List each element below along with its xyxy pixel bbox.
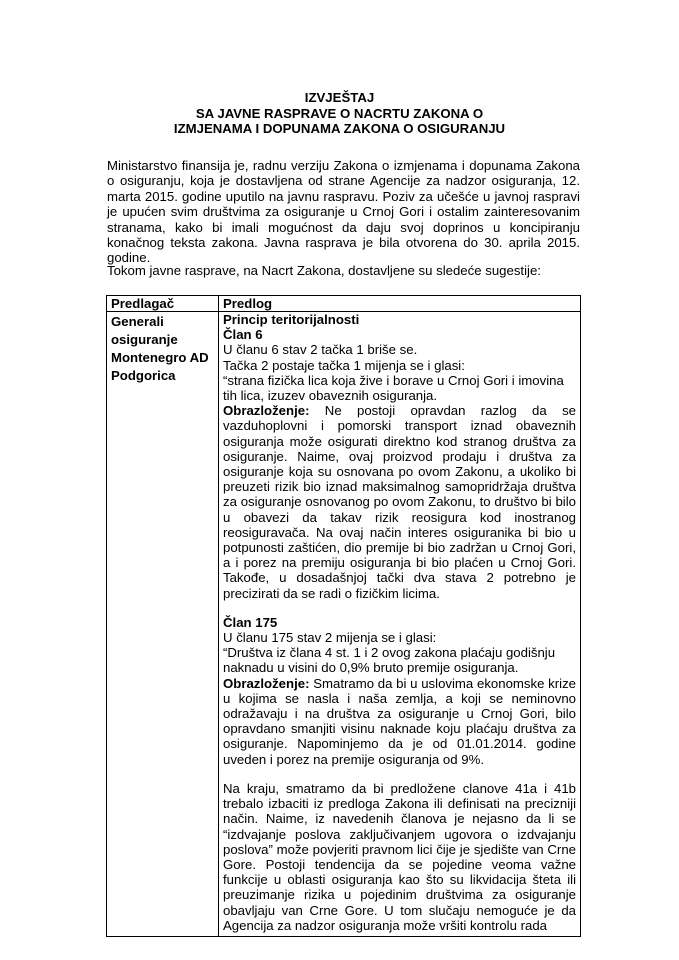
suggestions-table — [106, 295, 581, 937]
table-row — [107, 312, 581, 937]
clan175-justification — [223, 676, 576, 767]
header-proposal: Predlog — [219, 296, 581, 312]
title-line-3: IZMJENAMA I DOPUNAMA ZAKONA O OSIGURANJU — [173, 121, 506, 136]
proposal-cell — [219, 312, 581, 937]
clan175-heading: Član 175 — [223, 614, 278, 630]
clan175-line1: U članu 175 stav 2 mijenja se i glasi: — [223, 630, 437, 646]
table-header-row — [107, 296, 581, 312]
title-line-2: SA JAVNE RASPRAVE O NACRTU ZAKONA O — [195, 105, 484, 121]
document-title — [0, 90, 679, 137]
clan175-quote: “Društva iz člana 4 st. 1 i 2 ovog zakona plaćaju godišnju naknadu u visini do 0,9% bruto premije osiguranja. — [223, 645, 556, 676]
clan6-line1: U članu 6 stav 2 tačka 1 briše se. — [223, 342, 418, 358]
intro-paragraph — [107, 158, 580, 266]
header-proposer: Predlagač — [107, 296, 219, 312]
proposer-cell: Generali osiguranje Montenegro AD Podgorica — [107, 312, 219, 937]
clan6-justification-text: Ne postoji opravdan razlog da se vazduhoplovni i pomorski transport iznad obaveznih osiguranja može osigurati direktno kod stranog društva za osiguranje. Naime, ovaj proizvod prodaju i društva za osiguranje koja su osnovana po ovom Zakonu, a ukoliko bi preuzeti rizik bio iznad maksimalnog samopridržaja društva za osiguranje osnovanog po ovom Zakonu, to društvo bi bilo u obavezi da takav rizik reosigura kod inostranog reosiguravača. Na ovaj način interes osiguranika bi bio u potpunosti zaštićen, dio premije bi bio zadržan u Crnoj Gori, a i porez na premiju osiguranja bi bio plaćen u Crnoj Gori. Takođe, u dosadašnjoj tački dva stava 2 potrebno je precizirati da se radi o fizičkim licima. — [223, 403, 576, 601]
justification-label: Obrazloženje: — [223, 403, 310, 419]
clan6-heading: Član 6 — [223, 327, 263, 343]
title-line-1: IZVJEŠTAJ — [304, 90, 375, 105]
final-paragraph: Na kraju, smatramo da bi predložene clanove 41a i 41b trebalo izbaciti iz predloga Zakona ili definisati na precizniji način. Naime, iz navedenih članova je nejasno da li se “izdvajanje poslova zaključivanjem ugovora o izdvajanju poslova” može povjeriti pravnom lici čije je sjedište van Crne Gore. Postoji tendencija da se pojedine veoma važne funkcije u oblasti osiguranja kao što su likvidacija šteta ili preuzimanje rizika u pojedinim društvima za osiguranje obavljaju van Crne Gore. U tom slučaju nemoguće je da Agencija za nadzor osiguranja može vršiti kontrolu rada — [223, 780, 576, 933]
principle-heading: Princip teritorijalnosti — [223, 312, 360, 327]
clan6-line2: Tačka 2 postaje tačka 1 mijenja se i glasi: — [223, 357, 465, 373]
clan6-quote: “strana fizička lica koja žive i borave u Crnoj Gori i imovina tih lica, izuzev obaveznih osiguranja. — [223, 372, 564, 404]
clan6-justification — [223, 403, 576, 601]
clan175-justification-text: Smatramo da bi u uslovima ekonomske krize u kojima se nasla i naša zemlja, a koji se neminovno odražavaju i na društva za osiguranje u Crnoj Gori, bilo opravdano smanjiti visinu naknade koju plaćaju društva za osiguranje. Napominjemo da je od 01.01.2014. godine uveden i porez na premije osiguranja od 9%. — [223, 675, 576, 767]
lead-sentence: Tokom javne rasprave, na Nacrt Zakona, dostavljene su sledeće sugestije: — [107, 263, 541, 278]
justification-label: Obrazloženje: — [223, 675, 310, 691]
intro-text: Ministarstvo finansija je, radnu verziju Zakona o izmjenama i dopunama Zakona o osiguranju, koja je dostavljena od strane Agencije za nadzor osiguranja, 12. marta 2015. godine uputilo na javnu raspravu. Poziv za učešće u javnoj raspravi je upućen svim društvima za osiguranje u Crnoj Gori i ostalim zainteresovanim stranama, kako bi imali mogućnost da daju svoj doprinos u koncipiranju konačnog teksta zakona. Javna rasprava je bila otvorena do 30. aprila 2015. godine. — [107, 158, 580, 266]
